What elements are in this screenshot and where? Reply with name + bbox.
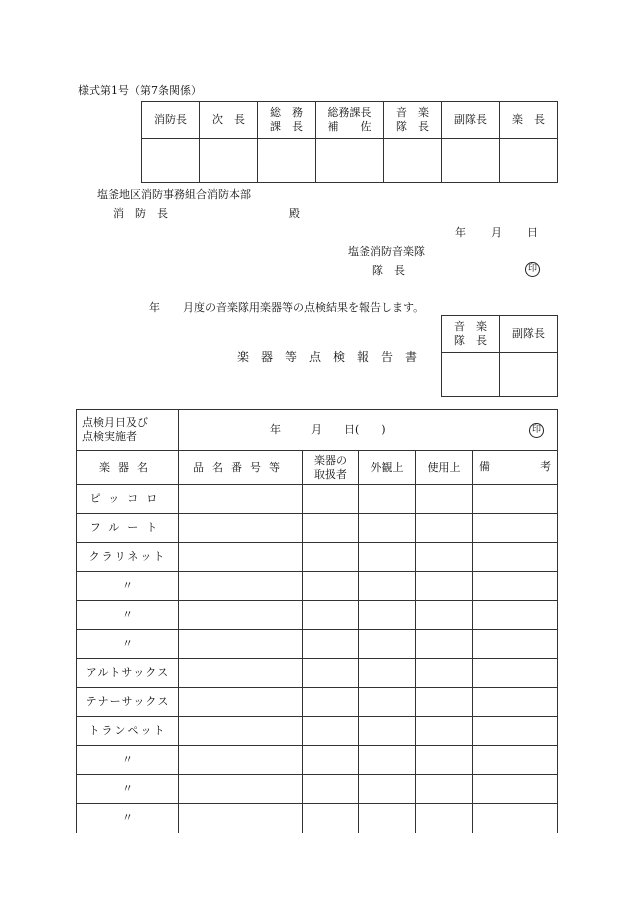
approval-stamp-box bbox=[258, 139, 316, 183]
approval-header-vice-leader: 副隊長 bbox=[442, 102, 500, 139]
column-header-remarks bbox=[473, 451, 558, 485]
column-header-remarks-char2: 考 bbox=[540, 460, 552, 473]
instrument-name: ピッコロ bbox=[77, 485, 179, 514]
ditto-mark: 〃 bbox=[77, 804, 179, 833]
approval-stamp-box bbox=[442, 139, 500, 183]
inspection-month: 月 bbox=[311, 423, 322, 436]
sender-org: 塩釜消防音楽隊 bbox=[348, 245, 425, 258]
column-header-instrument: 楽器名 bbox=[77, 451, 179, 485]
table-row bbox=[77, 572, 558, 601]
approval-header-band-leader: 音 楽 隊 長 bbox=[384, 102, 442, 139]
approval-table bbox=[141, 101, 558, 183]
approval-header-general-affairs: 総 務 課 長 bbox=[258, 102, 316, 139]
approval-header-deputy: 次 長 bbox=[200, 102, 258, 139]
sender-seal-icon: 印 bbox=[525, 262, 540, 277]
inspection-day: 日( ) bbox=[344, 423, 386, 436]
small-approval-band-leader: 音 楽 隊 長 bbox=[442, 316, 500, 353]
approval-stamp-box bbox=[200, 139, 258, 183]
instrument-name: クラリネット bbox=[77, 543, 179, 572]
column-header-item-number: 品名番号等 bbox=[179, 451, 303, 485]
approval-header-bandmaster: 楽 長 bbox=[500, 102, 558, 139]
small-approval-table bbox=[441, 315, 558, 397]
report-year: 年 bbox=[149, 301, 160, 314]
small-approval-vice-leader: 副隊長 bbox=[500, 316, 558, 353]
approval-stamp-box bbox=[384, 139, 442, 183]
inspection-seal-icon: 印 bbox=[529, 423, 544, 438]
inspection-date-cell bbox=[179, 410, 558, 451]
table-row bbox=[77, 804, 558, 833]
ditto-mark: 〃 bbox=[77, 775, 179, 804]
approval-stamp-box bbox=[500, 139, 558, 183]
date-month: 月 bbox=[491, 226, 502, 239]
report-sentence: 月度の音楽隊用楽器等の点検結果を報告します。 bbox=[183, 301, 425, 314]
instrument-name: アルトサックス bbox=[77, 659, 179, 688]
ditto-mark: 〃 bbox=[77, 746, 179, 775]
table-row bbox=[77, 601, 558, 630]
date-day: 日 bbox=[527, 226, 538, 239]
column-header-remarks-char1: 備 bbox=[479, 460, 490, 473]
table-row bbox=[77, 746, 558, 775]
instrument-name: フルート bbox=[77, 514, 179, 543]
date-year: 年 bbox=[455, 226, 466, 239]
inspection-year: 年 bbox=[270, 423, 281, 436]
column-header-appearance: 外観上 bbox=[359, 451, 416, 485]
sender-title: 隊 長 bbox=[372, 264, 405, 277]
instrument-name: テナーサックス bbox=[77, 688, 179, 717]
ditto-mark: 〃 bbox=[77, 601, 179, 630]
table-row bbox=[77, 514, 558, 543]
ditto-mark: 〃 bbox=[77, 630, 179, 659]
addressee-title: 消 防 長 bbox=[113, 207, 168, 220]
column-header-usage: 使用上 bbox=[416, 451, 473, 485]
ditto-mark: 〃 bbox=[77, 572, 179, 601]
table-row bbox=[77, 775, 558, 804]
addressee-honorific: 殿 bbox=[289, 207, 300, 220]
table-row bbox=[77, 543, 558, 572]
approval-stamp-box bbox=[316, 139, 384, 183]
table-row bbox=[77, 485, 558, 514]
approval-header-chief: 消防長 bbox=[142, 102, 200, 139]
table-row bbox=[77, 717, 558, 746]
approval-stamp-box bbox=[142, 139, 200, 183]
addressee-org: 塩釜地区消防事務組合消防本部 bbox=[97, 188, 251, 201]
table-row bbox=[77, 630, 558, 659]
form-label: 様式第1号（第7条関係） bbox=[78, 84, 202, 97]
table-row bbox=[77, 688, 558, 717]
column-header-handler: 楽器の 取扱者 bbox=[303, 451, 359, 485]
inspection-table bbox=[76, 409, 558, 833]
instrument-name: トランペット bbox=[77, 717, 179, 746]
document-title: 楽器等点検報告書 bbox=[237, 350, 430, 364]
small-approval-stamp-box bbox=[442, 353, 500, 397]
approval-header-assistant: 総務課長 補 佐 bbox=[316, 102, 384, 139]
table-row bbox=[77, 659, 558, 688]
small-approval-stamp-box bbox=[500, 353, 558, 397]
inspection-label: 点検月日及び 点検実施者 bbox=[77, 410, 179, 451]
